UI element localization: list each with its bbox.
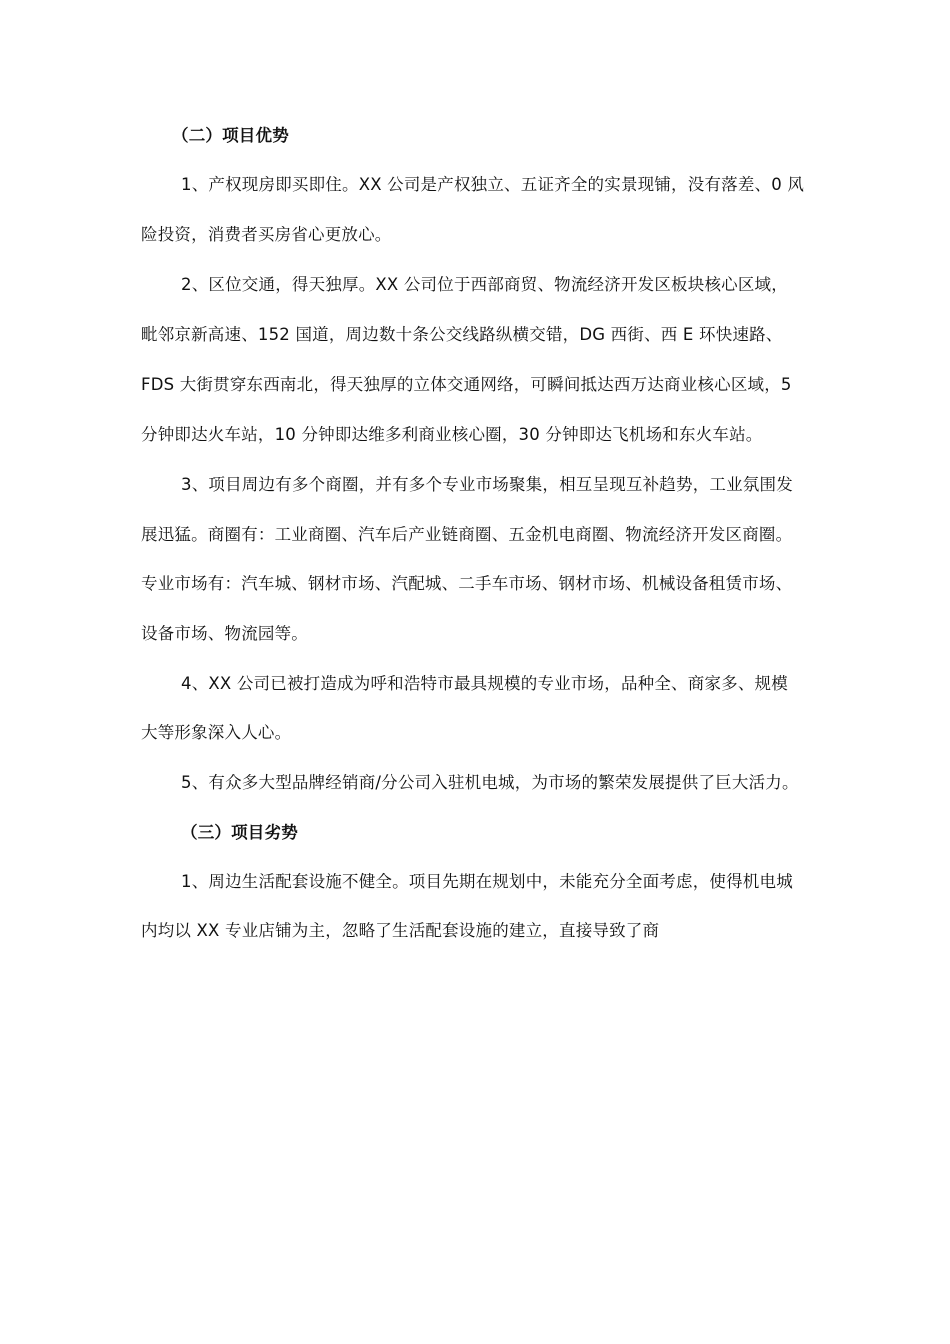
advantage-1-line-1: 1、产权现房即买即住。XX 公司是产权独立、五证齐全的实景现铺，没有落差、0 风 bbox=[181, 175, 805, 194]
disadvantage-1-line-2: 内均以 XX 专业店铺为主，忽略了生活配套设施的建立，直接导致了商 bbox=[141, 921, 660, 940]
advantage-1-line-2: 险投资，消费者买房省心更放心。 bbox=[141, 225, 392, 244]
advantage-3-line-4: 设备市场、物流园等。 bbox=[141, 624, 308, 643]
advantage-4-line-2: 大等形象深入人心。 bbox=[141, 723, 292, 742]
advantage-2-line-2: 毗邻京新高速、152 国道，周边数十条公交线路纵横交错，DG 西街、西 E 环快速路、 bbox=[141, 325, 783, 344]
disadvantage-1-line-1: 1、周边生活配套设施不健全。项目先期在规划中，未能充分全面考虑，使得机电城 bbox=[181, 872, 793, 891]
advantage-3-line-3: 专业市场有：汽车城、钢材市场、汽配城、二手车市场、钢材市场、机械设备租赁市场、 bbox=[141, 574, 793, 593]
advantage-3-line-2: 展迅猛。商圈有：工业商圈、汽车后产业链商圈、五金机电商圈、物流经济开发区商圈。 bbox=[141, 525, 793, 544]
advantage-2-line-3: FDS 大街贯穿东西南北，得天独厚的立体交通网络，可瞬间抵达西万达商业核心区域，5 bbox=[141, 375, 792, 394]
section-heading-advantages: （二）项目优势 bbox=[172, 126, 289, 145]
advantage-4-line-1: 4、XX 公司已被打造成为呼和浩特市最具规模的专业市场，品种全、商家多、规模 bbox=[181, 674, 788, 693]
advantage-2-line-1: 2、区位交通，得天独厚。XX 公司位于西部商贸、物流经济开发区板块核心区域， bbox=[181, 275, 788, 294]
advantage-3-line-1: 3、项目周边有多个商圈，并有多个专业市场聚集，相互呈现互补趋势，工业氛围发 bbox=[181, 475, 793, 494]
advantage-5-line-1: 5、有众多大型品牌经销商/分公司入驻机电城，为市场的繁荣发展提供了巨大活力。 bbox=[181, 773, 799, 792]
advantage-2-line-4: 分钟即达火车站，10 分钟即达维多利商业核心圈，30 分钟即达飞机场和东火车站。 bbox=[141, 425, 763, 444]
section-heading-disadvantages: （三）项目劣势 bbox=[181, 823, 298, 842]
